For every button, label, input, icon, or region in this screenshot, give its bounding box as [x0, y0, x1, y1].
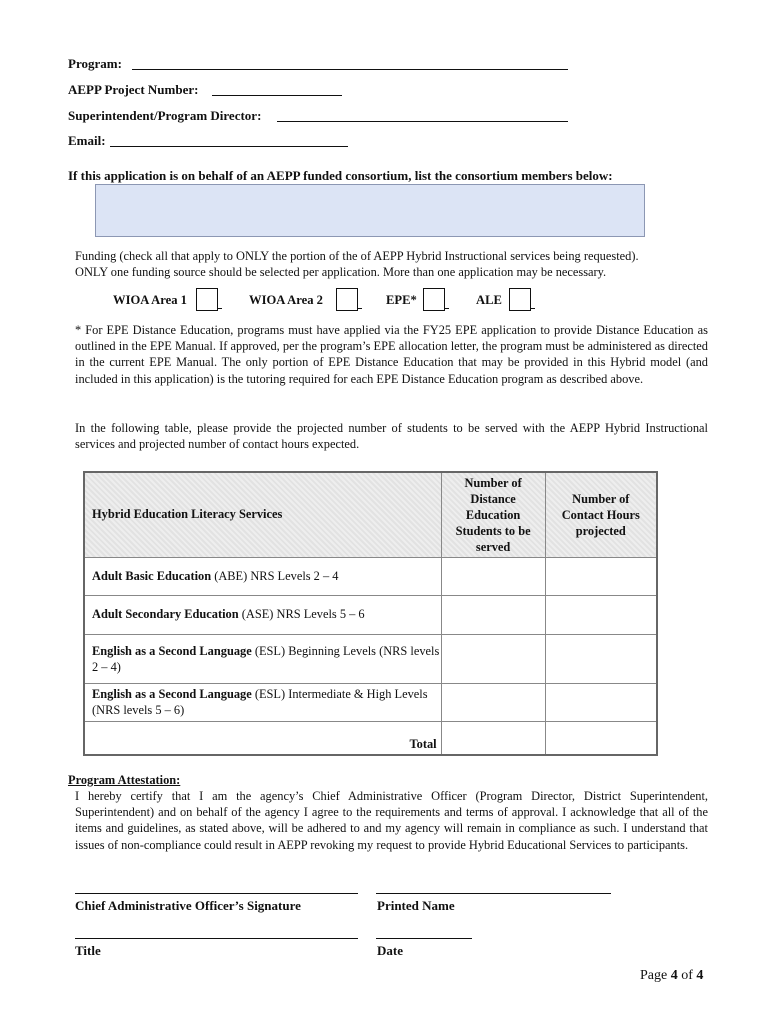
- header-service: Hybrid Education Literacy Services: [84, 472, 441, 557]
- header-students: [441, 472, 545, 557]
- header-hours: [545, 472, 657, 557]
- attestation-title: Program Attestation:: [68, 773, 181, 787]
- funding-instruction-line1: Funding (check all that apply to ONLY the portion of the of AEPP Hybrid Instructional services being requested).: [75, 249, 639, 263]
- page-current: 4: [670, 968, 678, 983]
- row-service-rest: (ESL) Intermediate & High Levels (NRS levels 5 – 6): [92, 687, 428, 717]
- row-hours-input[interactable]: [545, 634, 657, 683]
- signature-label: Chief Administrative Officer’s Signature: [75, 898, 301, 913]
- row-hours-input[interactable]: [545, 557, 657, 595]
- table-total-row: [84, 721, 657, 755]
- page-total: 4: [696, 968, 704, 983]
- table-row: [84, 595, 657, 634]
- funding-option-ale-label: ALE: [476, 293, 502, 307]
- printed-name-line[interactable]: [376, 893, 611, 894]
- row-service-abe: [84, 557, 441, 595]
- funding-instruction-line2: ONLY one funding source should be selected per application. More than one application may be necessary.: [75, 265, 607, 279]
- total-label: Total: [84, 721, 441, 755]
- row-service-bold: English as a Second Language: [92, 643, 252, 658]
- funding-option-wioa-area2-label: WIOA Area 2: [249, 293, 323, 307]
- row-service-bold: English as a Second Language: [92, 687, 252, 701]
- row-hours-input[interactable]: [545, 595, 657, 634]
- title-label: Title: [75, 943, 101, 958]
- row-hours-input[interactable]: [545, 683, 657, 721]
- project-number-field[interactable]: [212, 82, 342, 96]
- checkbox-underline: [358, 307, 362, 309]
- table-row: [84, 634, 657, 683]
- date-line[interactable]: [376, 938, 472, 939]
- superintendent-label: Superintendent/Program Director:: [68, 108, 262, 123]
- header-students-text: Number of Distance Education Students to be served: [455, 475, 531, 554]
- printed-name-label: Printed Name: [377, 898, 455, 913]
- program-label: Program:: [68, 56, 122, 71]
- superintendent-field[interactable]: [277, 108, 568, 122]
- checkbox-underline: [445, 307, 449, 309]
- row-service-esl-beginning: [84, 634, 441, 683]
- table-row: [84, 557, 657, 595]
- date-label: Date: [377, 943, 403, 958]
- row-service-ase: [84, 595, 441, 634]
- checkbox-underline: [531, 307, 535, 309]
- row-service-bold: Adult Secondary Education: [92, 607, 239, 621]
- consortium-members-input[interactable]: [95, 184, 645, 237]
- services-table: [83, 471, 658, 756]
- email-label: Email:: [68, 133, 106, 148]
- table-header-row: [84, 472, 657, 557]
- signature-line[interactable]: [75, 893, 358, 894]
- title-line[interactable]: [75, 938, 358, 939]
- page-of: of: [677, 968, 697, 983]
- funding-option-epe-label: EPE*: [386, 293, 417, 307]
- funding-option-wioa-area2-checkbox[interactable]: [336, 288, 358, 311]
- funding-option-wioa-area1-label: WIOA Area 1: [113, 293, 187, 307]
- funding-option-wioa-area1-checkbox[interactable]: [196, 288, 218, 311]
- table-row: [84, 683, 657, 721]
- total-students-input[interactable]: [441, 721, 545, 755]
- row-service-rest: (ESL) Beginning Levels (NRS levels 2 – 4): [92, 643, 440, 674]
- epe-note: * For EPE Distance Education, programs must have applied via the FY25 EPE application to provide Distance Education as outlined in the EPE Manual. If approved, per the program’s EPE allocation letter, the program must be administered as directed in the current EPE Manual. The only portion of EPE Distance Education that may be provided in this Hybrid model (and included in this application) is the tutoring required for each EPE Distance Education program as described above.: [75, 323, 708, 386]
- table-intro: In the following table, please provide the projected number of students to be served with the AEPP Hybrid Instructional services and projected number of contact hours expected.: [75, 421, 708, 452]
- funding-option-ale-checkbox[interactable]: [509, 288, 531, 311]
- header-hours-text: Number of Contact Hours projected: [561, 491, 640, 538]
- attestation-text: I hereby certify that I am the agency’s Chief Administrative Officer (Program Director, District Superintendent, Superintendent) and on behalf of the agency I agree to the requirements and terms of approval. I acknowledge that all of the items and guidelines, as stated above, will be adhered to and my agency will remain in compliance as such. I understand that issues of non-compliance could result in AEPP revoking my request to provide Hybrid Educational Services to participants.: [75, 789, 708, 852]
- total-hours-input[interactable]: [545, 721, 657, 755]
- page-number: [640, 968, 703, 984]
- row-students-input[interactable]: [441, 634, 545, 683]
- row-students-input[interactable]: [441, 557, 545, 595]
- page-prefix: Page: [640, 968, 671, 983]
- row-service-rest: (ABE) NRS Levels 2 – 4: [211, 568, 339, 583]
- funding-option-epe-checkbox[interactable]: [423, 288, 445, 311]
- row-service-bold: Adult Basic Education: [92, 568, 212, 583]
- email-field[interactable]: [110, 133, 348, 147]
- program-field[interactable]: [132, 56, 568, 70]
- row-service-rest: (ASE) NRS Levels 5 – 6: [238, 607, 365, 621]
- row-students-input[interactable]: [441, 595, 545, 634]
- checkbox-underline: [218, 307, 222, 309]
- project-number-label: AEPP Project Number:: [68, 82, 199, 97]
- consortium-instruction: If this application is on behalf of an AEPP funded consortium, list the consortium members below:: [68, 168, 613, 183]
- row-students-input[interactable]: [441, 683, 545, 721]
- row-service-esl-intermediate: [84, 683, 441, 721]
